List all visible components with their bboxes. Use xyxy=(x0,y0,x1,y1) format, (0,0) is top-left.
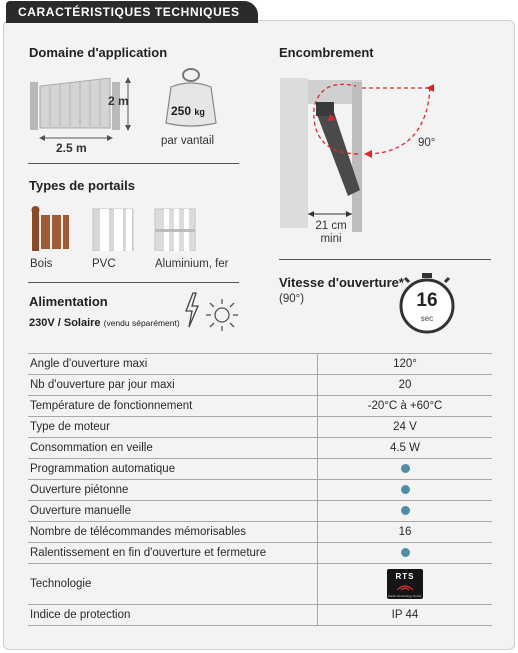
spec-value: IP 44 xyxy=(318,605,493,626)
included-dot-icon xyxy=(401,464,410,473)
table-row xyxy=(28,354,492,375)
spec-label: Ralentissement en fin d'ouverture et fermeture xyxy=(28,543,318,564)
divider xyxy=(28,282,239,283)
sun-icon xyxy=(204,297,240,333)
portail-type-label: PVC xyxy=(92,258,116,270)
spec-table xyxy=(28,353,492,626)
encombrement-diagram xyxy=(276,68,456,246)
table-row xyxy=(28,522,492,543)
spec-value: 4.5 W xyxy=(318,438,493,459)
vitesse-sub: (90°) xyxy=(279,293,305,305)
spec-label: Ouverture manuelle xyxy=(28,501,318,522)
wood-gate-icon xyxy=(30,205,70,251)
alimentation-value: 230V / Solaire (vendu séparément) xyxy=(29,317,180,329)
weight-caption: par vantail xyxy=(161,135,215,147)
spec-value: 16 xyxy=(318,522,493,543)
encombrement-heading: Encombrement xyxy=(279,45,374,60)
divider xyxy=(28,163,239,164)
gate-width-label: 2.5 m xyxy=(56,141,87,155)
spec-label: Technologie xyxy=(28,564,318,605)
vitesse-unit: sec xyxy=(420,314,434,323)
table-row xyxy=(28,480,492,501)
clearance-label: 21 cm xyxy=(315,220,347,232)
spec-label: Programmation automatique xyxy=(28,459,318,480)
weight-value: 250 kg xyxy=(171,104,205,118)
pvc-gate-icon xyxy=(92,207,134,251)
spec-label: Indice de protection xyxy=(28,605,318,626)
alimentation-heading: Alimentation xyxy=(29,294,108,309)
spec-value: 24 V xyxy=(318,417,493,438)
spec-value: 120° xyxy=(318,354,493,375)
table-row xyxy=(28,564,492,605)
section-title: CARACTÉRISTIQUES TECHNIQUES xyxy=(6,1,258,23)
weight-icon xyxy=(163,67,219,129)
spec-label: Température de fonctionnement xyxy=(28,396,318,417)
table-row xyxy=(28,417,492,438)
table-row xyxy=(28,438,492,459)
clearance-note: mini xyxy=(320,233,342,245)
spec-label: Ouverture piétonne xyxy=(28,480,318,501)
spec-label: Consommation en veille xyxy=(28,438,318,459)
portail-type-label: Bois xyxy=(30,258,53,270)
included-dot-icon xyxy=(401,485,410,494)
vitesse-heading: Vitesse d'ouverture* xyxy=(279,275,404,290)
application-heading: Domaine d'application xyxy=(29,45,168,60)
table-row xyxy=(28,605,492,626)
table-row xyxy=(28,375,492,396)
table-row xyxy=(28,396,492,417)
vitesse-value: 16 xyxy=(416,290,438,311)
portails-heading: Types de portails xyxy=(29,178,135,193)
spec-value: 20 xyxy=(318,375,493,396)
angle-label: 90° xyxy=(418,137,436,149)
spec-label: Nombre de télécommandes mémorisables xyxy=(28,522,318,543)
table-row xyxy=(28,543,492,564)
rts-logo-icon: RTS Radio Technology Somfy xyxy=(387,569,423,599)
spec-label: Type de moteur xyxy=(28,417,318,438)
divider xyxy=(279,259,491,260)
included-dot-icon xyxy=(401,548,410,557)
lightning-icon xyxy=(184,292,200,328)
portail-type-label: Aluminium, fer xyxy=(155,258,229,270)
spec-label: Nb d'ouverture par jour maxi xyxy=(28,375,318,396)
gate-height-label: 2 m xyxy=(108,94,129,108)
table-row xyxy=(28,501,492,522)
table-row xyxy=(28,459,492,480)
included-dot-icon xyxy=(401,506,410,515)
aluminium-gate-icon xyxy=(154,207,196,251)
spec-label: Angle d'ouverture maxi xyxy=(28,354,318,375)
spec-value: -20°C à +60°C xyxy=(318,396,493,417)
